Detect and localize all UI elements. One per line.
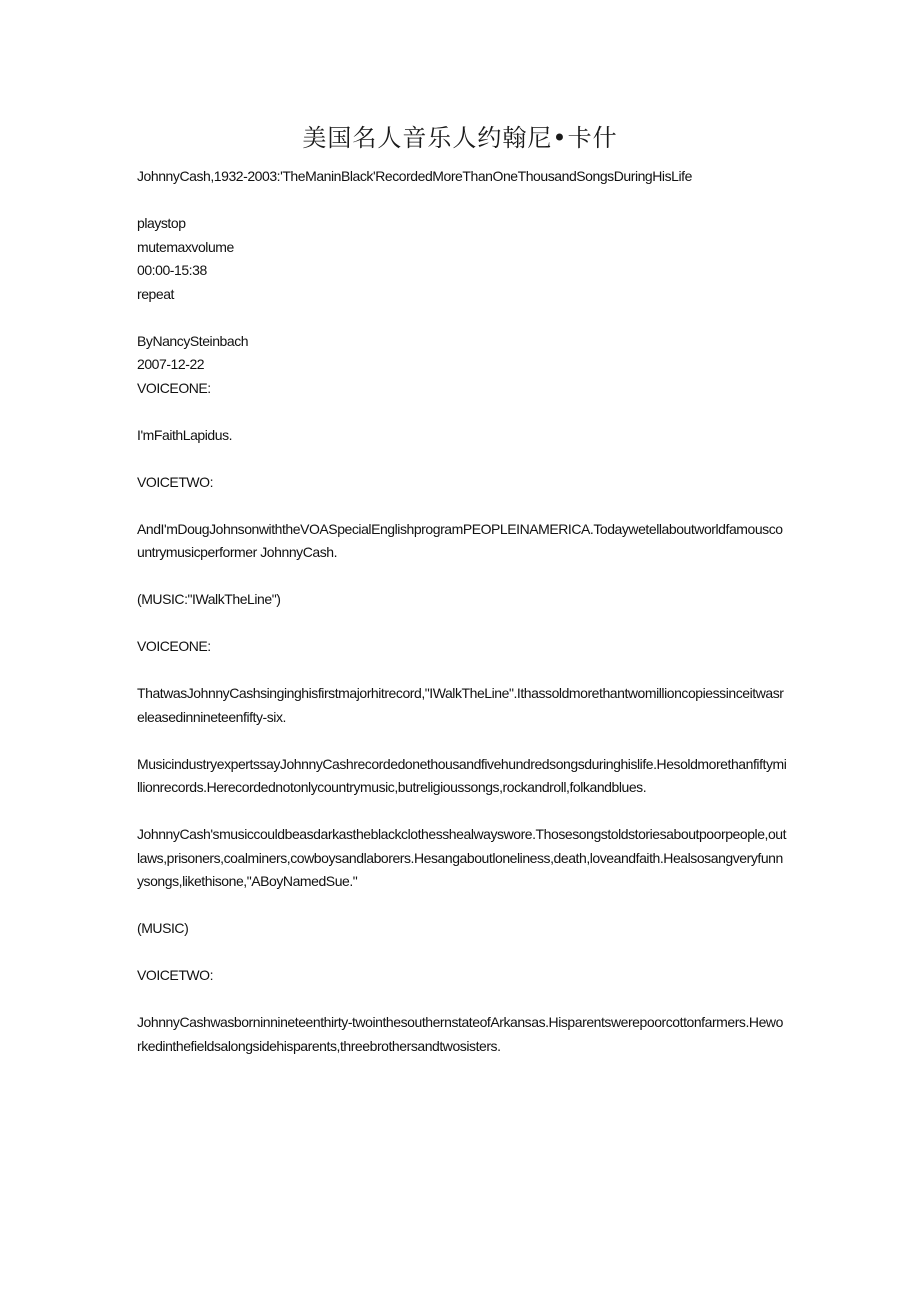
speaker-label: VOICETWO: bbox=[137, 967, 214, 983]
paragraph: JohnnyCashwasborninnineteenthirty-twointhesouthernstateofArkansas.Hisparentswerepoorcottonfarmers.Heworkedinthefieldsalongsidehisparents,threebrothersandtwosisters. bbox=[137, 1014, 783, 1054]
paragraph: MusicindustryexpertssayJohnnyCashrecordedonethousandfivehundredsongsduringhislife.Hesoldmorethanfiftymillionrecords.Herecordednotonlycountrymusic,butreligioussongs,rockandroll,folkandblues. bbox=[137, 755, 787, 795]
speaker-label: VOICETWO: bbox=[137, 473, 214, 490]
player-mute-volume: mutemaxvolume bbox=[137, 238, 234, 255]
subtitle: JohnnyCash,1932-2003:'TheManinBlack'RecordedMoreThanOneThousandSongsDuringHisLife bbox=[137, 168, 692, 184]
music-cue: (MUSIC) bbox=[137, 920, 189, 936]
document-body bbox=[137, 165, 787, 1058]
player-play-stop: playstop bbox=[137, 215, 186, 231]
paragraph: I'mFaithLapidus. bbox=[137, 426, 233, 443]
player-repeat: repeat bbox=[137, 285, 174, 302]
date: 2007-12-22 bbox=[137, 356, 205, 372]
music-cue: (MUSIC:"IWalkTheLine") bbox=[137, 591, 281, 607]
page-title: 美国名人音乐人约翰尼•卡什 bbox=[302, 124, 618, 152]
speaker-label: VOICEONE: bbox=[137, 379, 211, 396]
paragraph: AndI'mDougJohnsonwiththeVOASpecialEnglishprogramPEOPLEINAMERICA.Todaywetellaboutworldfamouscountrymusicperformer JohnnyCash. bbox=[137, 520, 783, 560]
paragraph: JohnnyCash'smusiccouldbeasdarkastheblackclothesshealwayswore.Thosesongstoldstoriesaboutpoorpeople,outlaws,prisoners,coalminers,cowboysandlaborers.Hesangaboutloneliness,death,loveandfaith.Healsosangveryfunnysongs,likethisone,"ABoyNamedSue." bbox=[137, 826, 787, 889]
speaker-label: VOICEONE: bbox=[137, 638, 211, 654]
player-time: 00:00-15:38 bbox=[137, 262, 207, 278]
paragraph: ThatwasJohnnyCashsinginghisfirstmajorhitrecord,"IWalkTheLine".Ithassoldmorethantwomillioncopiessinceitwasreleasedinnineteenfifty-six. bbox=[137, 685, 784, 725]
byline: ByNancySteinbach bbox=[137, 332, 249, 349]
